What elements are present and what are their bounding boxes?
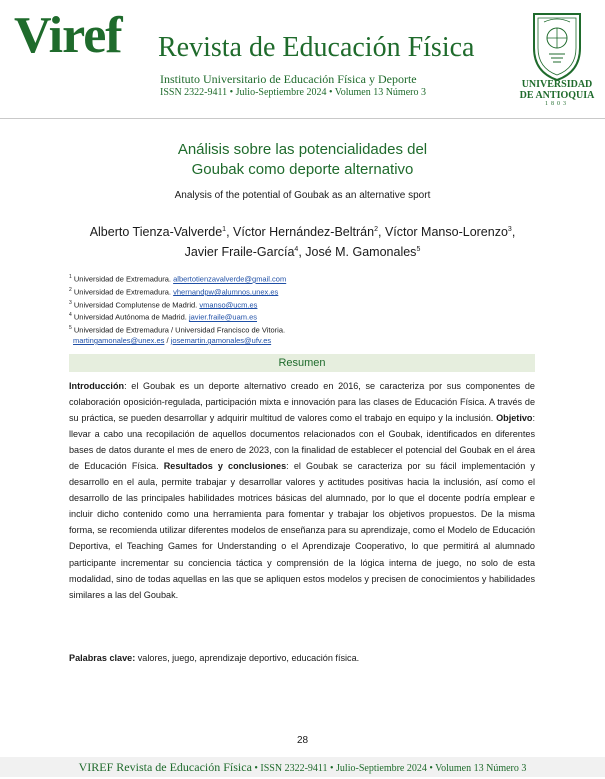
- objective-label: Objetivo: [496, 413, 533, 424]
- affiliations: [69, 272, 286, 346]
- footer-journal: VIREF Revista de Educación Física: [78, 760, 252, 774]
- affil-num: 4: [69, 312, 72, 319]
- author-affil-num: 1: [222, 226, 227, 233]
- affil-num: 3: [69, 299, 72, 306]
- email-link[interactable]: albertotienzavalverde@gmail.com: [173, 274, 287, 284]
- author-name: José M. Gamonales: [305, 245, 417, 260]
- author-separator: ,: [298, 245, 306, 260]
- results-text: : el Goubak se caracteriza por su fácil implementación y desarrollo en el aula, permite trabajar y desarrollar valores y actitudes positivas hacia la inclusión, así como el desarrollo de las principales habilidades motrices básicas del alumnado, por lo que el docente podría emplear e incluir dicho contenido como una herramienta para fomentar y trabajar los objetivos propuestos. De la misma forma, se recomienda utilizar diferentes modelos de enseñanza para su aprendizaje, como el Modelo de Educación Deportiva, el Teaching Games for Understanding o el Aprendizaje Cooperativo, lo que permitirá al alumnado participante incrementar su conciencia táctica y comprensión de la lógica interna de juego, no solo de esta modalidad, sino de todas aquellas en las que se apliquen estos modelos y precisen de conocimientos y habilidades similares a las del Goubak.: [69, 461, 535, 600]
- email-link[interactable]: vhernandpw@alumnos.unex.es: [173, 287, 279, 297]
- affil-num: 2: [69, 286, 72, 293]
- title-line-1: Análisis sobre las potencialidades del: [177, 141, 428, 158]
- author-name: Víctor Hernández-Beltrán: [233, 225, 375, 240]
- affiliation: [69, 323, 286, 336]
- results-label: Resultados y conclusiones: [163, 461, 287, 472]
- university-seal-icon: [530, 8, 584, 82]
- footer-details: • ISSN 2322-9411 • Julio-Septiembre 2024 • Volumen 13 Número 3: [251, 763, 527, 774]
- affil-text: Universidad de Extremadura.: [73, 287, 172, 297]
- article-title: [40, 140, 565, 180]
- email-link[interactable]: josemartin.gamonales@ufv.es: [170, 335, 272, 345]
- author-affil-num: 4: [294, 246, 299, 254]
- university-line-1: UNIVERSIDAD: [521, 79, 593, 90]
- email-link[interactable]: vmanso@ucm.es: [199, 300, 258, 310]
- affil-num: 5: [69, 325, 72, 332]
- abstract-heading: Resumen: [69, 354, 535, 372]
- author-separator: ,: [377, 225, 385, 240]
- journal-name: Revista de Educación Física: [158, 32, 475, 63]
- email-link[interactable]: martingamonales@unex.es: [73, 335, 165, 345]
- article-subtitle: Analysis of the potential of Goubak as an alternative sport: [174, 190, 431, 201]
- author-name: Javier Fraile-García: [184, 245, 295, 260]
- email-separator: /: [164, 335, 171, 345]
- author-affil-num: 2: [374, 226, 378, 233]
- intro-text: : el Goubak es un deporte alternativo creado en 2016, se caracteriza por sus componentes de colaboración oposición-regulada, participación mixta e innovación para las clases de Educación Física. A través de su práctica, se pueden desarrollar y adquirir multitud de valores como el trabajo en equipo y la inclusión.: [69, 381, 535, 424]
- journal-header: [0, 0, 605, 118]
- author-name: Alberto Tienza-Valverde: [89, 225, 223, 240]
- page-footer: [0, 757, 605, 777]
- objective-text: : llevar a cabo una recopilación de aquellos documentos relacionados con el Goubak, identificados en diferentes bases de datos durante el mes de enero de 2023, con la finalidad de establecer el potencial del Goubak en el área de Educación Física.: [69, 413, 535, 472]
- keywords: [69, 651, 535, 665]
- affiliation: [69, 285, 286, 298]
- intro-label: Introducción: [69, 381, 125, 391]
- keywords-text: valores, juego, aprendizaje deportivo, educación física.: [135, 653, 360, 663]
- affil-text: Universidad de Extremadura / Universidad Francisco de Vitoria.: [73, 325, 286, 335]
- affiliation: [69, 272, 286, 285]
- page-number: 28: [296, 735, 309, 746]
- university-year: 1803: [545, 101, 569, 107]
- issn-line: ISSN 2322-9411 • Julio-Septiembre 2024 • Volumen 13 Número 3: [160, 87, 426, 98]
- affil-num: 1: [69, 274, 72, 280]
- author-list: [40, 221, 565, 261]
- abstract-body: [69, 378, 535, 603]
- author-affil-num: 3: [507, 226, 512, 233]
- institute-name: Instituto Universitario de Educación Física y Deporte: [160, 72, 417, 86]
- university-line-2: DE ANTIOQUIA: [519, 90, 595, 101]
- affil-text: Universidad Complutense de Madrid.: [73, 300, 198, 310]
- affil-text: Universidad de Extremadura.: [73, 274, 172, 284]
- author-separator: ,: [226, 225, 234, 240]
- keywords-label: Palabras clave:: [69, 653, 136, 663]
- title-line-2: Goubak como deporte alternativo: [191, 161, 414, 178]
- author-affil-num: 5: [416, 246, 421, 254]
- author-name: Víctor Manso-Lorenzo: [384, 225, 508, 240]
- author-separator: ,: [511, 225, 516, 240]
- email-link[interactable]: javier.fraile@uam.es: [188, 312, 258, 322]
- affil-text: Universidad Autónoma de Madrid.: [73, 312, 187, 322]
- affiliation-emails: [69, 336, 286, 346]
- affiliation: [69, 310, 286, 323]
- university-name: [512, 79, 602, 101]
- affiliation: [69, 298, 286, 311]
- journal-logo-text: Viref: [14, 7, 122, 64]
- header-divider: [0, 118, 605, 119]
